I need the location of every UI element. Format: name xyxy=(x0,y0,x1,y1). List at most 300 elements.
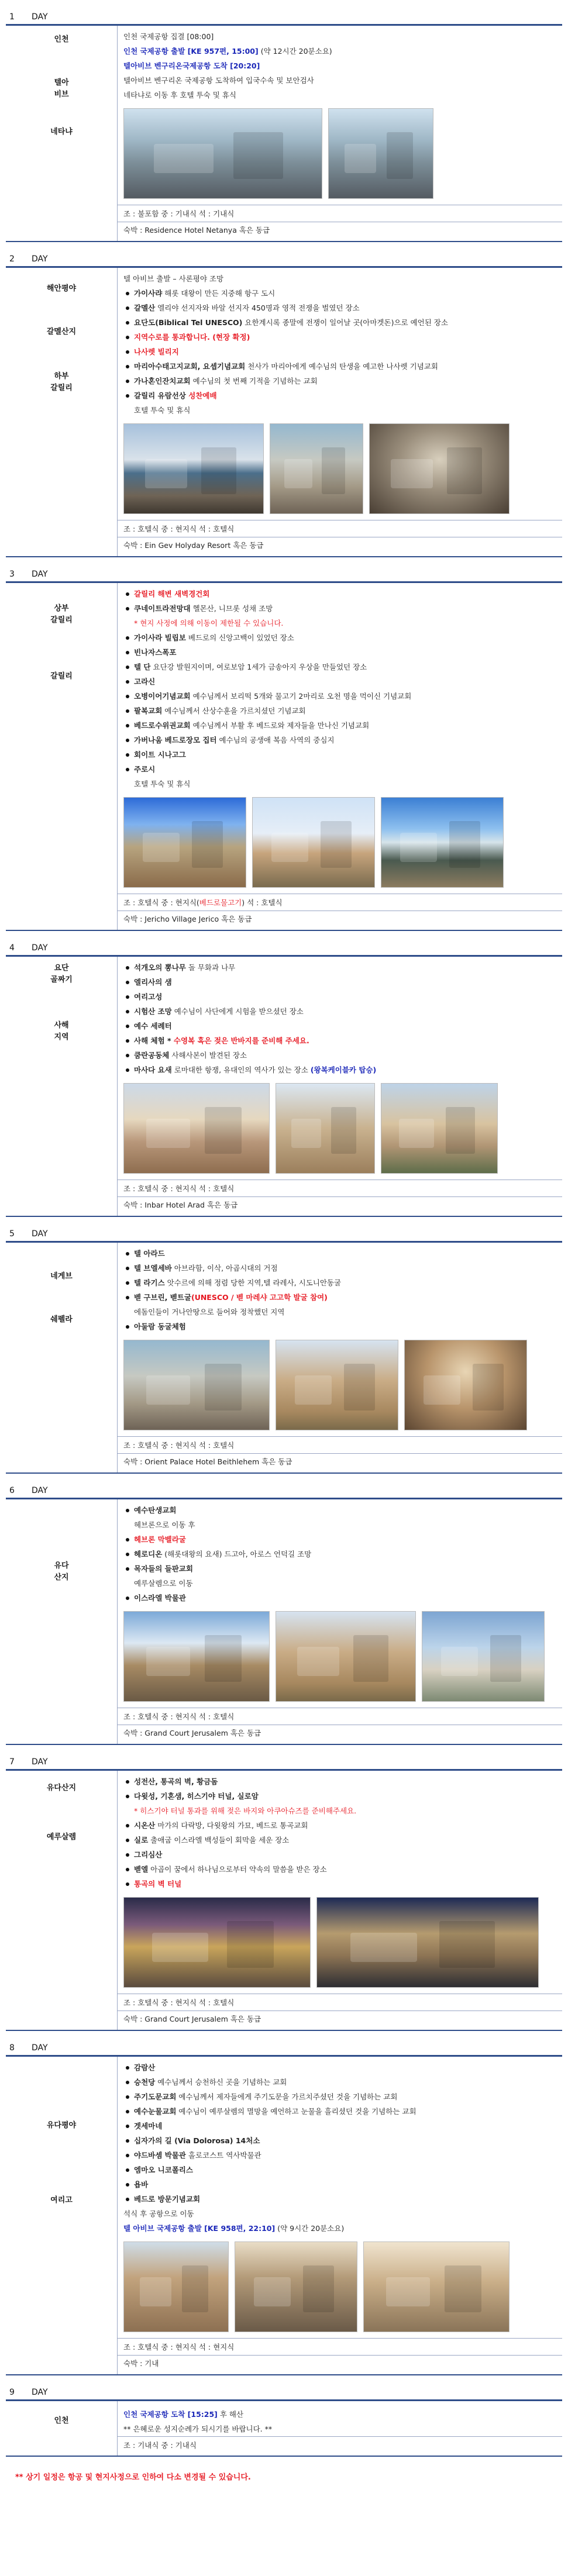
photo-detail xyxy=(227,1921,274,1968)
photo-detail xyxy=(154,144,214,173)
text: 석식 후 공항으로 이동 xyxy=(123,2209,194,2218)
day-header xyxy=(6,2040,562,2057)
place-desc: 예수님의 첫 번째 기적을 기념하는 교회 xyxy=(190,377,318,385)
hotel-info xyxy=(118,1453,562,1470)
place-name: 시온산 xyxy=(134,1821,156,1830)
place-desc: 홀로코스트 역사박물관 xyxy=(185,2151,261,2160)
photo-strip xyxy=(123,797,557,888)
photo-detail xyxy=(441,1647,478,1676)
place-name: 벧 구브린, 벧트굴 xyxy=(134,1293,191,1302)
schedule-item xyxy=(123,960,557,975)
photo-strip xyxy=(123,108,557,199)
photo xyxy=(276,1340,398,1430)
photo xyxy=(123,108,322,199)
schedule-item xyxy=(123,1833,557,1847)
region-column xyxy=(6,1771,117,2030)
photo xyxy=(252,797,375,888)
place-name: 텔 아라드 xyxy=(134,1249,165,1258)
place-desc: 예수님께서 승천하신 곳을 기념하는 교회 xyxy=(155,2078,287,2087)
place-name: 승천당 xyxy=(134,2078,156,2087)
photo-detail xyxy=(205,1364,242,1411)
place-name: 고라신 xyxy=(134,677,156,686)
day-number: 1 xyxy=(9,12,15,22)
day-9 xyxy=(6,2385,562,2457)
place-name: 베드로수위권교회 xyxy=(134,721,191,730)
place-name: 베드로 방문기념교회 xyxy=(134,2195,201,2203)
schedule-item xyxy=(123,1033,557,1048)
schedule-item xyxy=(123,1518,557,1532)
hotel-info xyxy=(118,911,562,927)
day-header xyxy=(6,1483,562,1499)
region-label: 여리고 xyxy=(50,2196,73,2205)
place-desc: 아곱이 꿈에서 하나님으로부터 약속의 말씀을 받은 장소 xyxy=(148,1865,327,1874)
text: ** 은혜로운 성지순례가 되시기를 바랍니다. ** xyxy=(123,2425,273,2433)
photo-detail xyxy=(284,459,312,488)
hotel-info xyxy=(118,1196,562,1213)
text: (약 9시간 20분소요) xyxy=(275,2224,345,2233)
place-name: 텔 브엘세바 xyxy=(134,1264,172,1273)
photo-detail xyxy=(387,132,413,179)
region-label: 쉐펠라 xyxy=(50,1315,73,1324)
place-desc: 로마대한 항쟁, 유대인의 역사가 있는 장소 xyxy=(171,1065,311,1074)
photo xyxy=(404,1340,527,1430)
schedule-item xyxy=(123,2075,557,2089)
meal-text: 조 : 호텔식 중 : 현지식 석 : 호텔식 xyxy=(123,1184,235,1193)
schedule-line xyxy=(123,29,557,44)
day-body xyxy=(6,957,562,1217)
photo-detail xyxy=(271,833,308,862)
meal-text: 조 : 호텔식 중 : 현지식 석 : 호텔식 xyxy=(123,1441,235,1450)
photo xyxy=(369,423,510,514)
region-column xyxy=(6,957,117,1216)
plain-text: 에돔인들이 거나안땅으로 들어와 정착했던 지역 xyxy=(134,1308,285,1316)
photo-strip xyxy=(123,1083,557,1174)
schedule-item xyxy=(123,286,557,301)
hotel-text: 숙박 : Ein Gev Holyday Resort 혹은 동급 xyxy=(123,541,264,550)
region-column xyxy=(6,2401,117,2456)
place-name: 가버나움 베드로장모 집터 xyxy=(134,736,217,744)
photo-detail xyxy=(146,1119,190,1148)
place-name: 겟세마네 xyxy=(134,2122,163,2130)
schedule-item xyxy=(123,1275,557,1290)
photo-strip xyxy=(123,1340,557,1430)
schedule-item xyxy=(123,1774,557,1789)
place-name: 예수눈물교회 xyxy=(134,2107,177,2116)
place-name: 예수 세례터 xyxy=(134,1022,172,1030)
region-label: 갈멜산지 xyxy=(46,327,77,336)
day-number: 8 xyxy=(9,2043,15,2053)
photo-detail xyxy=(445,2265,481,2312)
place-desc: 아브라함, 이삭, 아곱시대의 거점 xyxy=(171,1264,278,1273)
schedule-item xyxy=(123,660,557,674)
place-name: 갈멜산 xyxy=(134,304,156,312)
footer-note: ** 상기 일정은 항공 및 현지사정으로 인하여 다소 변경될 수 있습니다. xyxy=(15,2473,251,2482)
photo-detail xyxy=(146,1647,190,1676)
schedule-item xyxy=(123,359,557,374)
meal-info xyxy=(118,1436,562,1453)
schedule-item xyxy=(123,1847,557,1862)
place-desc: 예수님의 공생애 복음 사역의 중심지 xyxy=(216,736,335,744)
schedule-item xyxy=(123,301,557,315)
place-name: 쿰란공동체 xyxy=(134,1051,170,1060)
photo xyxy=(363,2242,510,2332)
hotel-text: 숙박 : Inbar Hotel Arad 혹은 동급 xyxy=(123,1201,238,1209)
place-desc: (해롯대왕의 요새) 드고아, 아로스 언덕길 조망 xyxy=(162,1550,312,1558)
region-label: 유다평야 xyxy=(46,2121,77,2130)
schedule-list xyxy=(123,2060,557,2206)
schedule-item xyxy=(123,1789,557,1803)
day-number: 2 xyxy=(9,254,15,264)
day-number: 6 xyxy=(9,1485,15,1495)
schedule-item xyxy=(123,630,557,645)
place-name: 야드바셈 박물관 xyxy=(134,2151,186,2160)
photo-detail xyxy=(295,1375,332,1405)
photo-detail xyxy=(344,1364,375,1411)
place-name: 이스라엘 박물관 xyxy=(134,1594,186,1602)
schedule-column xyxy=(117,26,562,241)
photo xyxy=(123,797,246,888)
schedule-item xyxy=(123,1862,557,1877)
photo-strip xyxy=(123,1611,557,1702)
day-number: 3 xyxy=(9,569,15,579)
hotel-text: 숙박 : Jericho Village Jerico 혹은 동급 xyxy=(123,915,252,923)
schedule-item xyxy=(123,762,557,777)
place-name: 마리아수태고지교회, 요셉기념교회 xyxy=(134,362,246,371)
meal-text: 조 : 호텔식 중 : 현지식( xyxy=(123,898,199,907)
schedule-list xyxy=(123,587,557,777)
photo-detail xyxy=(353,1635,388,1682)
photo-detail xyxy=(424,1375,460,1405)
photo xyxy=(381,797,504,888)
day-5 xyxy=(6,1226,562,1474)
day-header xyxy=(6,567,562,583)
photo-detail xyxy=(439,1921,495,1968)
place-name: 석개오의 뽕나무 xyxy=(134,963,186,972)
region-label: 예루살렘 xyxy=(46,1833,77,1842)
place-name: 갈릴리 유람선상 xyxy=(134,391,189,400)
hotel-info xyxy=(118,1725,562,1742)
hotel-info xyxy=(118,2355,562,2372)
place-desc: 헬몬산, 니므롯 성채 조망 xyxy=(190,604,273,613)
meal-text: 조 : 호텔식 중 : 현지식 석 : 호텔식 xyxy=(123,525,235,533)
place-name: 감람산 xyxy=(134,2063,156,2072)
schedule-line xyxy=(123,58,557,73)
schedule-list xyxy=(123,286,557,403)
day-6 xyxy=(6,1483,562,1745)
photo-detail xyxy=(254,2277,291,2306)
photo xyxy=(328,108,433,199)
photo-detail xyxy=(345,144,376,173)
hotel-text: 숙박 : Grand Court Jerusalem 혹은 동급 xyxy=(123,1729,261,1737)
place-name: 실로 xyxy=(134,1836,149,1844)
place-desc: 요한계시록 종말에 전쟁이 일어날 곳(아마겟돈)으로 예언된 장소 xyxy=(242,318,448,327)
place-desc: 예수님께서 산상수훈을 가르치셨던 기념교회 xyxy=(162,706,306,715)
place-name: 엠마오 니코폴리스 xyxy=(134,2165,193,2174)
schedule-column xyxy=(117,2057,562,2374)
plain-text: 헤브론으로 이동 후 xyxy=(134,1520,195,1529)
meal-info xyxy=(118,1708,562,1725)
place-desc: 돌 무화과 나무 xyxy=(185,963,236,972)
place-desc: 앗수르에 의해 정렴 당한 지역,텔 라레사, 시도니안동굴 xyxy=(164,1278,342,1287)
photo xyxy=(422,1611,545,1702)
region-label: 요단 골짜기 xyxy=(50,964,73,984)
region-label: 네타냐 xyxy=(50,127,73,136)
photo-detail xyxy=(449,821,480,868)
schedule-item xyxy=(123,388,557,403)
flight-line xyxy=(123,2221,557,2236)
text: 호텔 투숙 및 휴식 xyxy=(134,406,191,415)
place-desc: 해롯 대왕이 만든 지중해 항구 도시 xyxy=(162,289,276,298)
day-header xyxy=(6,940,562,957)
schedule-item xyxy=(123,1877,557,1891)
hotel-info xyxy=(118,2011,562,2027)
schedule-column xyxy=(117,1499,562,1744)
schedule-item xyxy=(123,747,557,762)
schedule-item xyxy=(123,2133,557,2148)
photo xyxy=(123,1611,270,1702)
place-name: 텔 라기스 xyxy=(134,1278,165,1287)
text: 호텔 투숙 및 휴식 xyxy=(134,780,191,788)
schedule-column xyxy=(117,2401,562,2456)
photo-detail xyxy=(321,821,352,868)
place-name: 욥바 xyxy=(134,2180,149,2189)
place-name: 벧엘 xyxy=(134,1865,149,1874)
schedule-item xyxy=(123,1561,557,1576)
place-desc: 예수님께서 부활 후 베드로와 제자들을 만나신 기념교회 xyxy=(190,721,370,730)
day-label: DAY xyxy=(32,569,48,579)
photo-detail xyxy=(490,1635,521,1682)
photo xyxy=(316,1897,539,1988)
region-column xyxy=(6,268,117,556)
highlight-text: 지역수로를 통과합니다. (현장 확정) xyxy=(134,333,250,342)
schedule-item xyxy=(123,1048,557,1063)
day-body xyxy=(6,1243,562,1474)
day-8 xyxy=(6,2040,562,2375)
hotel-info xyxy=(118,537,562,554)
day-label: DAY xyxy=(32,12,48,22)
schedule-item xyxy=(123,2119,557,2133)
place-name: 빈나자스폭포 xyxy=(134,648,177,657)
day-label: DAY xyxy=(32,1485,48,1495)
highlight-text: 나사렛 빌리지 xyxy=(134,347,179,356)
schedule-item xyxy=(123,733,557,747)
region-label: 갈릴리 xyxy=(50,672,73,681)
place-name: 성전산, 통곡의 벽, 황금돔 xyxy=(134,1777,218,1786)
schedule-item xyxy=(123,1319,557,1334)
text: 인천 국제공항 집결 [08:00] xyxy=(123,32,214,41)
day-7 xyxy=(6,1754,562,2031)
place-name: 여리고성 xyxy=(134,992,163,1001)
schedule-item xyxy=(123,616,557,630)
meal-info xyxy=(118,1180,562,1196)
schedule-item xyxy=(123,330,557,344)
schedule-item xyxy=(123,1261,557,1275)
schedule-item xyxy=(123,645,557,660)
text: 텔 아비브 국제공항 출발 [KE 958편, 22:10] xyxy=(123,2224,276,2233)
schedule-tail xyxy=(123,2206,557,2221)
photo-detail xyxy=(182,2265,208,2312)
closing-note xyxy=(123,2422,557,2436)
schedule-item xyxy=(123,2089,557,2104)
photo xyxy=(276,1611,416,1702)
photo-detail xyxy=(303,2265,334,2312)
region-column xyxy=(6,583,117,930)
region-column xyxy=(6,2057,117,2374)
highlight-text: 헤브론 막벨라굴 xyxy=(134,1535,186,1544)
place-desc: 예수님께서 제자들에게 주기도문을 가르치주셨던 것을 기념하는 교회 xyxy=(176,2092,398,2101)
text: 인천 국제공항 도착 [15:25] xyxy=(123,2410,218,2419)
day-1 xyxy=(6,9,562,242)
schedule-item xyxy=(123,1290,557,1305)
schedule-item xyxy=(123,689,557,704)
day-body xyxy=(6,2401,562,2457)
place-name: 그리심산 xyxy=(134,1850,163,1859)
region-label: 사해 지역 xyxy=(54,1021,69,1042)
place-name: 목자들의 들판교회 xyxy=(134,1564,193,1573)
day-label: DAY xyxy=(32,1229,48,1239)
place-desc: 사해사본이 발견된 장소 xyxy=(169,1051,247,1060)
region-label: 네게브 xyxy=(50,1272,73,1281)
schedule-item xyxy=(123,1063,557,1077)
hotel-text: 숙박 : Grand Court Jerusalem 혹은 동급 xyxy=(123,2015,261,2023)
schedule-item xyxy=(123,1246,557,1261)
schedule-list xyxy=(123,1503,557,1605)
schedule-item xyxy=(123,1818,557,1833)
schedule-item xyxy=(123,1547,557,1561)
schedule-line xyxy=(123,44,557,58)
plain-text: 예루살렘으로 이동 xyxy=(134,1579,193,1588)
place-desc: 예수님이 사단에게 시험을 받으셨던 장소 xyxy=(171,1007,304,1016)
day-label: DAY xyxy=(32,2043,48,2053)
place-name: 요단도(Biblical Tel UNESCO) xyxy=(134,318,243,327)
photo-strip xyxy=(123,423,557,514)
schedule-column xyxy=(117,957,562,1216)
place-name: 다윗성, 기혼샘, 히스기야 터널, 실로암 xyxy=(134,1792,259,1801)
hotel-text: 숙박 : Orient Palace Hotel Beithlehem 혹은 동급 xyxy=(123,1457,292,1466)
schedule-item xyxy=(123,2148,557,2163)
day-number: 9 xyxy=(9,2387,15,2397)
day-header xyxy=(6,9,562,26)
highlight-text: 수영복 혹은 젖은 반바지를 준비해 주세요. xyxy=(173,1036,309,1045)
day-body xyxy=(6,583,562,931)
schedule-item xyxy=(123,1576,557,1591)
meal-info xyxy=(118,1994,562,2011)
schedule-item xyxy=(123,601,557,616)
photo-detail xyxy=(399,1119,434,1148)
schedule-item xyxy=(123,2192,557,2206)
meal-info xyxy=(118,894,562,911)
photo-detail xyxy=(386,2277,430,2306)
schedule-item xyxy=(123,1305,557,1319)
place-name: 회이트 시나고그 xyxy=(134,750,186,759)
place-name: 가나혼인잔치교회 xyxy=(134,377,191,385)
schedule-item xyxy=(123,1532,557,1547)
photo-detail xyxy=(152,1933,208,1962)
schedule-item xyxy=(123,674,557,689)
schedule-item xyxy=(123,344,557,359)
arrival-line xyxy=(123,2407,557,2422)
meal-text: 조 : 불포함 중 : 기내식 석 : 기내식 xyxy=(123,209,235,218)
place-name: 예수탄생교회 xyxy=(134,1506,177,1515)
place-desc: 요단강 발원지이며, 여로보암 1세가 금송아지 우상을 만들었던 장소 xyxy=(150,663,367,671)
text: 텔아비브 벤구리온국제공항 도착 [20:20] xyxy=(123,61,260,70)
schedule-column xyxy=(117,1243,562,1473)
photo-detail xyxy=(473,1364,504,1411)
day-4 xyxy=(6,940,562,1217)
schedule-item xyxy=(123,1503,557,1518)
place-name: 헤로디온 xyxy=(134,1550,163,1558)
region-label: 하부 갈릴리 xyxy=(50,372,73,392)
schedule-tail xyxy=(123,403,557,418)
place-name: 사해 체험 * xyxy=(134,1036,174,1045)
schedule-intro xyxy=(123,271,557,286)
schedule-item xyxy=(123,975,557,989)
hotel-info xyxy=(118,222,562,239)
region-label: 유다산지 xyxy=(46,1784,77,1792)
meal-info xyxy=(118,205,562,222)
place-name: 아둘람 동굴체험 xyxy=(134,1322,186,1331)
place-name: 시험산 조망 xyxy=(134,1007,172,1016)
text: 네타냐로 이동 후 호텔 투숙 및 휴식 xyxy=(123,91,236,99)
day-header xyxy=(6,251,562,268)
place-desc: 예수님이 예루살렘의 멸망을 예언하고 눈물을 흘리셨던 것을 기념하는 교회 xyxy=(176,2107,416,2116)
schedule-item xyxy=(123,2163,557,2177)
region-label: 상부 갈릴리 xyxy=(50,604,73,625)
day-number: 7 xyxy=(9,1757,15,1767)
schedule-item xyxy=(123,587,557,601)
photo-strip xyxy=(123,1897,557,1988)
text: 텔아비브 벤구리온 국제공항 도착하여 입국수속 및 보안검사 xyxy=(123,76,314,85)
notice-text: * 히스기야 터널 통과를 위해 젖은 바지와 아쿠아슈즈를 준비해주세요. xyxy=(134,1806,357,1815)
place-desc: 천사가 마리아에게 예수님의 탄생을 예고한 나사렛 기념교회 xyxy=(245,362,438,371)
meal-text: 조 : 호텔식 중 : 현지식 석 : 호텔식 xyxy=(123,1998,235,2007)
schedule-item xyxy=(123,1803,557,1818)
day-body xyxy=(6,268,562,557)
schedule-item xyxy=(123,1019,557,1033)
day-body xyxy=(6,1771,562,2031)
photo-detail xyxy=(447,447,482,494)
highlight-text: 성찬예배 xyxy=(188,391,217,400)
text: (약 12시간 20분소요) xyxy=(258,47,332,56)
place-desc: 예수님께서 보리떡 5개와 물고기 2마리로 오천 명을 먹이신 기념교회 xyxy=(190,692,412,701)
schedule-list xyxy=(123,1774,557,1891)
place-name: 가이사랴 xyxy=(134,289,163,298)
day-number: 4 xyxy=(9,943,15,953)
photo-detail xyxy=(201,447,236,494)
text: 후 해산 xyxy=(217,2410,244,2419)
meal-info xyxy=(118,2338,562,2355)
place-desc: 베드로의 신앙고백이 있었던 장소 xyxy=(185,633,294,642)
place-name: 마사다 요새 xyxy=(134,1065,172,1074)
photo xyxy=(123,1897,311,1988)
region-column xyxy=(6,1243,117,1473)
photo-detail xyxy=(205,1635,242,1682)
day-body xyxy=(6,26,562,242)
schedule-tail xyxy=(123,777,557,791)
photo-strip xyxy=(123,2242,557,2332)
region-label: 텔아 비브 xyxy=(54,78,69,99)
place-name: 엘리사의 샘 xyxy=(134,978,172,987)
text: 인천 국제공항 출발 [KE 957편, 15:00] xyxy=(123,47,259,56)
photo-detail xyxy=(145,459,187,488)
day-header xyxy=(6,1754,562,1771)
schedule-column xyxy=(117,268,562,556)
schedule-item xyxy=(123,2060,557,2075)
schedule-list xyxy=(123,1246,557,1334)
place-name: 오병이어기념교회 xyxy=(134,692,191,701)
highlight-text: 갈릴리 해변 새벽경건회 xyxy=(134,589,210,598)
schedule-column xyxy=(117,583,562,930)
